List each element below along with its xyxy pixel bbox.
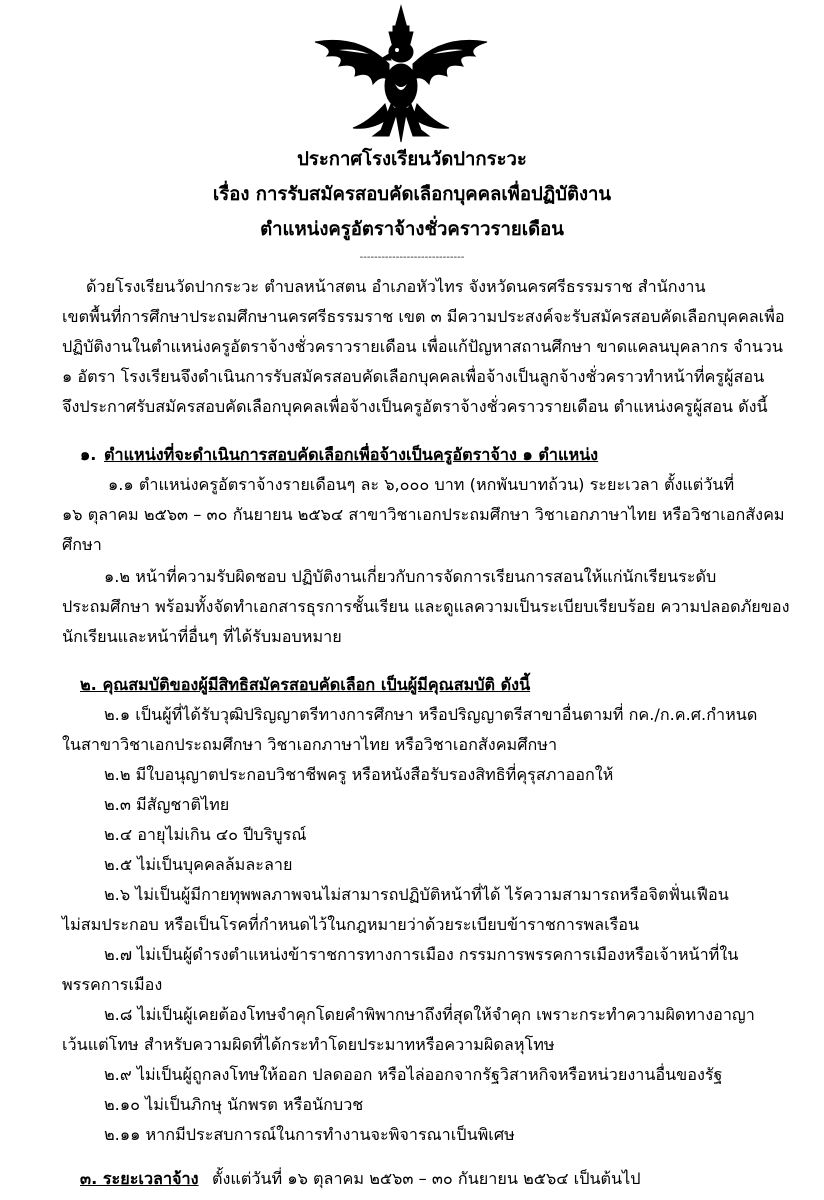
- section-2-item-line: ๒.๕ ไม่เป็นบุคคลล้มละลาย: [104, 855, 293, 874]
- section-2-item-line: พรรคการเมือง: [62, 975, 163, 994]
- section-1-item-line: นักเรียนและหน้าที่อื่นๆ ที่ได้รับมอบหมาย: [62, 627, 342, 646]
- section-2-heading: ๒. คุณสมบัติของผู้มีสิทธิสมัครสอบคัดเลือก เป็นผู้มีคุณสมบัติ ดังนี้: [80, 675, 531, 694]
- section-1-item-line: ๑.๒ หน้าที่ความรับผิดชอบ ปฏิบัติงานเกี่ยวกับการจัดการเรียนการสอนให้แก่นักเรียนระดับ: [104, 567, 717, 586]
- section-2-item-line: ๒.๘ ไม่เป็นผู้เคยต้องโทษจำคุกโดยคำพิพากษาถึงที่สุดให้จำคุก เพราะกระทำความผิดทางอาญา: [104, 1005, 755, 1024]
- section-2-item-line: ๒.๗ ไม่เป็นผู้ดำรงตำแหน่งข้าราชการทางการเมือง กรรมการพรรคการเมืองหรือเจ้าหน้าที่ใน: [104, 945, 739, 964]
- intro-line: ๑ อัตรา โรงเรียนจึงดำเนินการรับสมัครสอบคัดเลือกบุคคลเพื่อจ้างเป็นลูกจ้างชั่วคราวทำหน้าที่ครูผู้สอน: [62, 367, 765, 386]
- intro-line: ด้วยโรงเรียนวัดปากระวะ ตำบลหน้าสตน อำเภอหัวไทร จังหวัดนครศรีธรรมราช สำนักงาน: [86, 277, 706, 296]
- section-1-number: ๑.: [80, 445, 97, 464]
- section-3-text: ตั้งแต่วันที่ ๑๖ ตุลาคม ๒๕๖๓ – ๓๐ กันยายน ๒๕๖๔ เป็นต้นไป: [212, 1169, 641, 1188]
- section-2-item-line: ๒.๔ อายุไม่เกิน ๔๐ ปีบริบูรณ์: [104, 825, 307, 844]
- section-1-item-line: ประถมศึกษา พร้อมทั้งจัดทำเอกสารธุรการชั้นเรียน และดูแลความเป็นระเบียบเรียบร้อย ความปลอดภัยของ: [62, 597, 790, 616]
- section-2-item-line: ๒.๖ ไม่เป็นผู้มีกายทุพพลภาพจนไม่สามารถปฏิบัติหน้าที่ได้ ไร้ความสามารถหรือจิตฟั่นเฟือน: [104, 885, 729, 904]
- announcement-subject: เรื่อง การรับสมัครสอบคัดเลือกบุคคลเพื่อปฏิบัติงาน: [212, 184, 612, 205]
- intro-line: เขตพื้นที่การศึกษาประถมศึกษานครศรีธรรมราช เขต ๓ มีความประสงค์จะรับสมัครสอบคัดเลือกบุคคลเพื่อ: [62, 307, 785, 326]
- section-2-item-line: เว้นแต่โทษ สำหรับความผิดที่ได้กระทำโดยประมาทหรือความผิดลหุโทษ: [62, 1035, 555, 1054]
- section-3-heading: ๓. ระยะเวลาจ้าง: [80, 1169, 199, 1188]
- title-divider: -----------------------------: [359, 252, 465, 263]
- section-2-item-line: ในสาขาวิชาเอกประถมศึกษา วิชาเอกภาษาไทย หรือวิชาเอกสังคมศึกษา: [62, 735, 558, 754]
- section-1-item-line: ศึกษา: [62, 535, 102, 554]
- section-2-item-line: ๒.๓ มีสัญชาติไทย: [104, 795, 230, 814]
- section-2-item-line: ๒.๑๑ หากมีประสบการณ์ในการทำงานจะพิจารณาเป็นพิเศษ: [104, 1125, 515, 1144]
- intro-line: จึงประกาศรับสมัครสอบคัดเลือกบุคคลเพื่อจ้างเป็นครูอัตราจ้างชั่วคราวรายเดือน ตำแหน่งครูผู้สอน ดังนี้: [62, 397, 768, 416]
- section-1-item-line: ๑๖ ตุลาคม ๒๕๖๓ – ๓๐ กันยายน ๒๕๖๔ สาขาวิชาเอกประถมศึกษา วิชาเอกภาษาไทย หรือวิชาเอกสังคม: [62, 505, 785, 524]
- section-2-item-line: ๒.๒ มีใบอนุญาตประกอบวิชาชีพครู หรือหนังสือรับรองสิทธิที่คุรุสภาออกให้: [104, 765, 614, 784]
- section-2-item-line: ๒.๑ เป็นผู้ที่ได้รับวุฒิปริญญาตรีทางการศึกษา หรือปริญญาตรีสาขาอื่นตามที่ กค./ก.ค.ศ.กำหนด: [104, 705, 758, 724]
- section-2-item-line: ๒.๙ ไม่เป็นผู้ถูกลงโทษให้ออก ปลดออก หรือไล่ออกจากรัฐวิสาหกิจหรือหน่วยงานอื่นของรัฐ: [104, 1065, 723, 1084]
- section-1-item-line: ๑.๑ ตำแหน่งครูอัตราจ้างรายเดือนๆ ละ ๖,๐๐๐ บาท (หกพันบาทถ้วน) ระยะเวลา ตั้งแต่วันที่: [108, 475, 735, 494]
- garuda-emblem-icon: [309, 4, 493, 146]
- announcement-position: ตำแหน่งครูอัตราจ้างชั่วคราวรายเดือน: [260, 219, 564, 240]
- intro-line: ปฏิบัติงานในตำแหน่งครูอัตราจ้างชั่วคราวรายเดือน เพื่อแก้ปัญหาสถานศึกษา ขาดแคลนบุคลากร จำนวน: [62, 337, 783, 356]
- announcement-title: ประกาศโรงเรียนวัดปากระวะ: [297, 149, 527, 170]
- section-1-heading: ตำแหน่งที่จะดำเนินการสอบคัดเลือกเพื่อจ้างเป็นครูอัตราจ้าง ๑ ตำแหน่ง: [104, 445, 599, 464]
- section-2-item-line: ๒.๑๐ ไม่เป็นภิกษุ นักพรต หรือนักบวช: [104, 1095, 364, 1114]
- section-2-item-line: ไม่สมประกอบ หรือเป็นโรคที่กำหนดไว้ในกฎหมายว่าด้วยระเบียบข้าราชการพลเรือน: [62, 915, 640, 934]
